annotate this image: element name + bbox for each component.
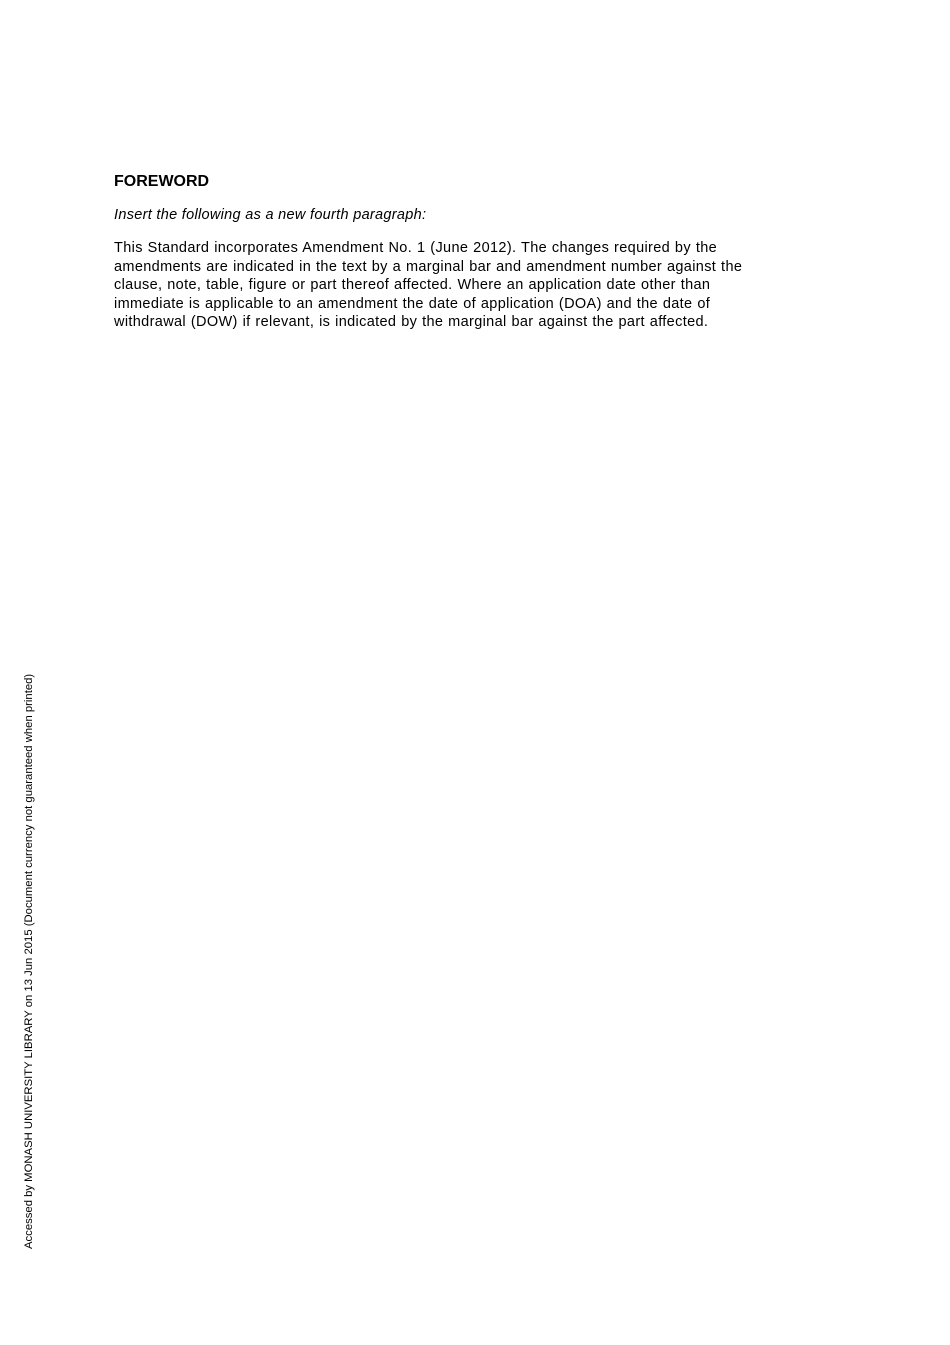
paragraph-line: This Standard incorporates Amendment No. 1 (June 2012). The changes required by the — [114, 240, 718, 256]
access-margin-note: Accessed by MONASH UNIVERSITY LIBRARY on 13 Jun 2015 (Document currency not guaranteed when printed) — [23, 673, 35, 1249]
paragraph-line: clause, note, table, figure or part thereof affected. Where an application date other than — [114, 277, 711, 294]
paragraph-line: immediate is applicable to an amendment the date of application (DOA) and the date of — [114, 295, 711, 312]
amendment-paragraph — [114, 239, 834, 332]
paragraph-line: withdrawal (DOW) if relevant, is indicated by the marginal bar against the part affected. — [114, 314, 709, 331]
paragraph-line: amendments are indicated in the text by a marginal bar and amendment number against the — [114, 258, 743, 275]
section-heading: FOREWORD — [114, 173, 210, 190]
amendment-instruction: Insert the following as a new fourth paragraph: — [114, 207, 427, 223]
foreword-section — [114, 172, 834, 332]
